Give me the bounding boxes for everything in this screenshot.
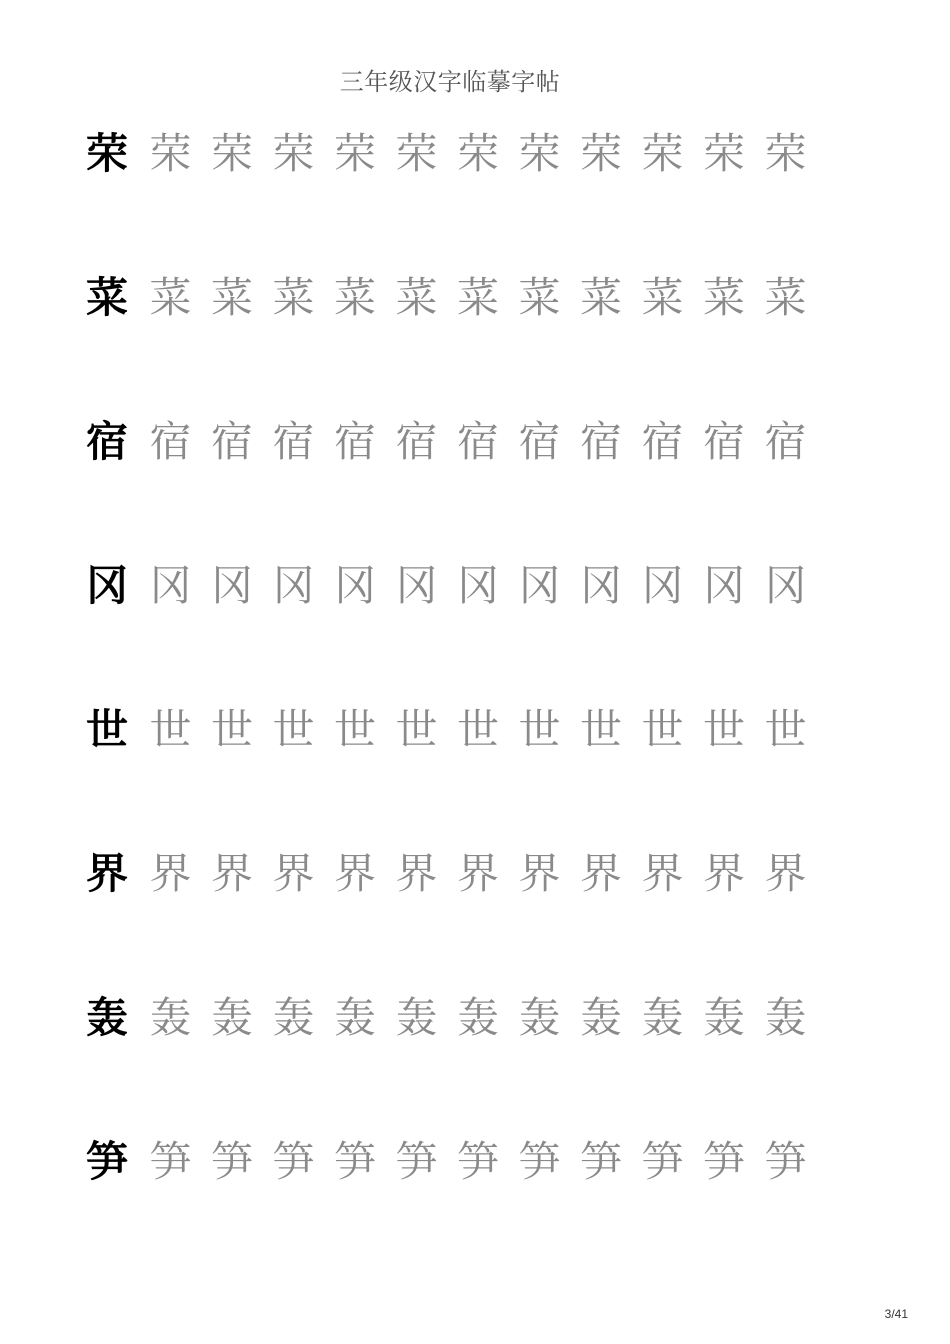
trace-character: 荣 [333, 129, 376, 178]
trace-character: 宿 [641, 417, 684, 466]
model-character: 菜 [86, 273, 129, 322]
trace-character: 冈 [210, 561, 253, 610]
trace-character: 荣 [456, 129, 499, 178]
trace-character: 笋 [641, 1137, 684, 1186]
model-character: 世 [86, 705, 129, 754]
trace-character: 轰 [456, 993, 499, 1042]
trace-character: 界 [456, 849, 499, 898]
trace-character: 荣 [272, 129, 315, 178]
trace-character: 冈 [702, 561, 745, 610]
trace-character: 界 [579, 849, 622, 898]
trace-character: 菜 [764, 273, 807, 322]
trace-character: 笋 [333, 1137, 376, 1186]
trace-character: 界 [149, 849, 192, 898]
trace-character: 世 [518, 705, 561, 754]
practice-row [86, 1136, 826, 1280]
page-title: 三年级汉字临摹字帖 [339, 68, 561, 96]
model-character: 冈 [86, 561, 129, 610]
trace-character: 宿 [518, 417, 561, 466]
trace-character: 冈 [149, 561, 192, 610]
trace-character: 笋 [149, 1137, 192, 1186]
trace-character: 笋 [702, 1137, 745, 1186]
trace-character: 世 [272, 705, 315, 754]
trace-character: 界 [395, 849, 438, 898]
trace-character: 世 [641, 705, 684, 754]
trace-character: 宿 [579, 417, 622, 466]
trace-character: 界 [702, 849, 745, 898]
page-number: 3/41 [884, 1307, 908, 1321]
model-character: 界 [86, 849, 129, 898]
practice-row [86, 560, 826, 704]
trace-character: 荣 [210, 129, 253, 178]
trace-character: 冈 [456, 561, 499, 610]
trace-character: 宿 [272, 417, 315, 466]
trace-character: 宿 [210, 417, 253, 466]
trace-character: 菜 [702, 273, 745, 322]
trace-character: 笋 [210, 1137, 253, 1186]
trace-character: 宿 [395, 417, 438, 466]
model-character: 笋 [86, 1137, 129, 1186]
trace-character: 冈 [518, 561, 561, 610]
trace-character: 宿 [702, 417, 745, 466]
trace-character: 荣 [641, 129, 684, 178]
trace-character: 宿 [149, 417, 192, 466]
trace-character: 冈 [272, 561, 315, 610]
trace-character: 轰 [395, 993, 438, 1042]
practice-row [86, 848, 826, 992]
practice-row [86, 704, 826, 848]
trace-character: 世 [333, 705, 376, 754]
trace-character: 菜 [456, 273, 499, 322]
trace-character: 笋 [272, 1137, 315, 1186]
trace-character: 宿 [456, 417, 499, 466]
trace-character: 菜 [149, 273, 192, 322]
trace-character: 菜 [395, 273, 438, 322]
model-character: 轰 [86, 993, 129, 1042]
practice-row [86, 128, 826, 272]
trace-character: 笋 [395, 1137, 438, 1186]
trace-character: 轰 [641, 993, 684, 1042]
trace-character: 冈 [395, 561, 438, 610]
trace-character: 轰 [272, 993, 315, 1042]
trace-character: 世 [579, 705, 622, 754]
trace-character: 笋 [764, 1137, 807, 1186]
practice-row [86, 416, 826, 560]
trace-character: 菜 [641, 273, 684, 322]
trace-character: 菜 [272, 273, 315, 322]
trace-character: 界 [518, 849, 561, 898]
trace-character: 荣 [149, 129, 192, 178]
trace-character: 笋 [518, 1137, 561, 1186]
trace-character: 笋 [456, 1137, 499, 1186]
trace-character: 世 [395, 705, 438, 754]
trace-character: 轰 [333, 993, 376, 1042]
model-character: 荣 [86, 129, 129, 178]
trace-character: 轰 [210, 993, 253, 1042]
trace-character: 菜 [518, 273, 561, 322]
trace-character: 冈 [333, 561, 376, 610]
trace-character: 荣 [702, 129, 745, 178]
trace-character: 荣 [395, 129, 438, 178]
trace-character: 轰 [764, 993, 807, 1042]
trace-character: 荣 [518, 129, 561, 178]
trace-character: 轰 [702, 993, 745, 1042]
trace-character: 世 [702, 705, 745, 754]
trace-character: 世 [210, 705, 253, 754]
practice-row [86, 272, 826, 416]
trace-character: 界 [272, 849, 315, 898]
trace-character: 世 [456, 705, 499, 754]
trace-character: 界 [210, 849, 253, 898]
trace-character: 荣 [764, 129, 807, 178]
trace-character: 界 [764, 849, 807, 898]
trace-character: 界 [641, 849, 684, 898]
model-character: 宿 [86, 417, 129, 466]
trace-character: 轰 [518, 993, 561, 1042]
practice-row [86, 992, 826, 1136]
trace-character: 轰 [149, 993, 192, 1042]
trace-character: 冈 [579, 561, 622, 610]
trace-character: 冈 [764, 561, 807, 610]
practice-grid [86, 128, 826, 1280]
trace-character: 菜 [579, 273, 622, 322]
trace-character: 界 [333, 849, 376, 898]
trace-character: 世 [149, 705, 192, 754]
trace-character: 笋 [579, 1137, 622, 1186]
trace-character: 宿 [764, 417, 807, 466]
trace-character: 菜 [333, 273, 376, 322]
trace-character: 荣 [579, 129, 622, 178]
trace-character: 菜 [210, 273, 253, 322]
trace-character: 冈 [641, 561, 684, 610]
trace-character: 宿 [333, 417, 376, 466]
trace-character: 轰 [579, 993, 622, 1042]
trace-character: 世 [764, 705, 807, 754]
